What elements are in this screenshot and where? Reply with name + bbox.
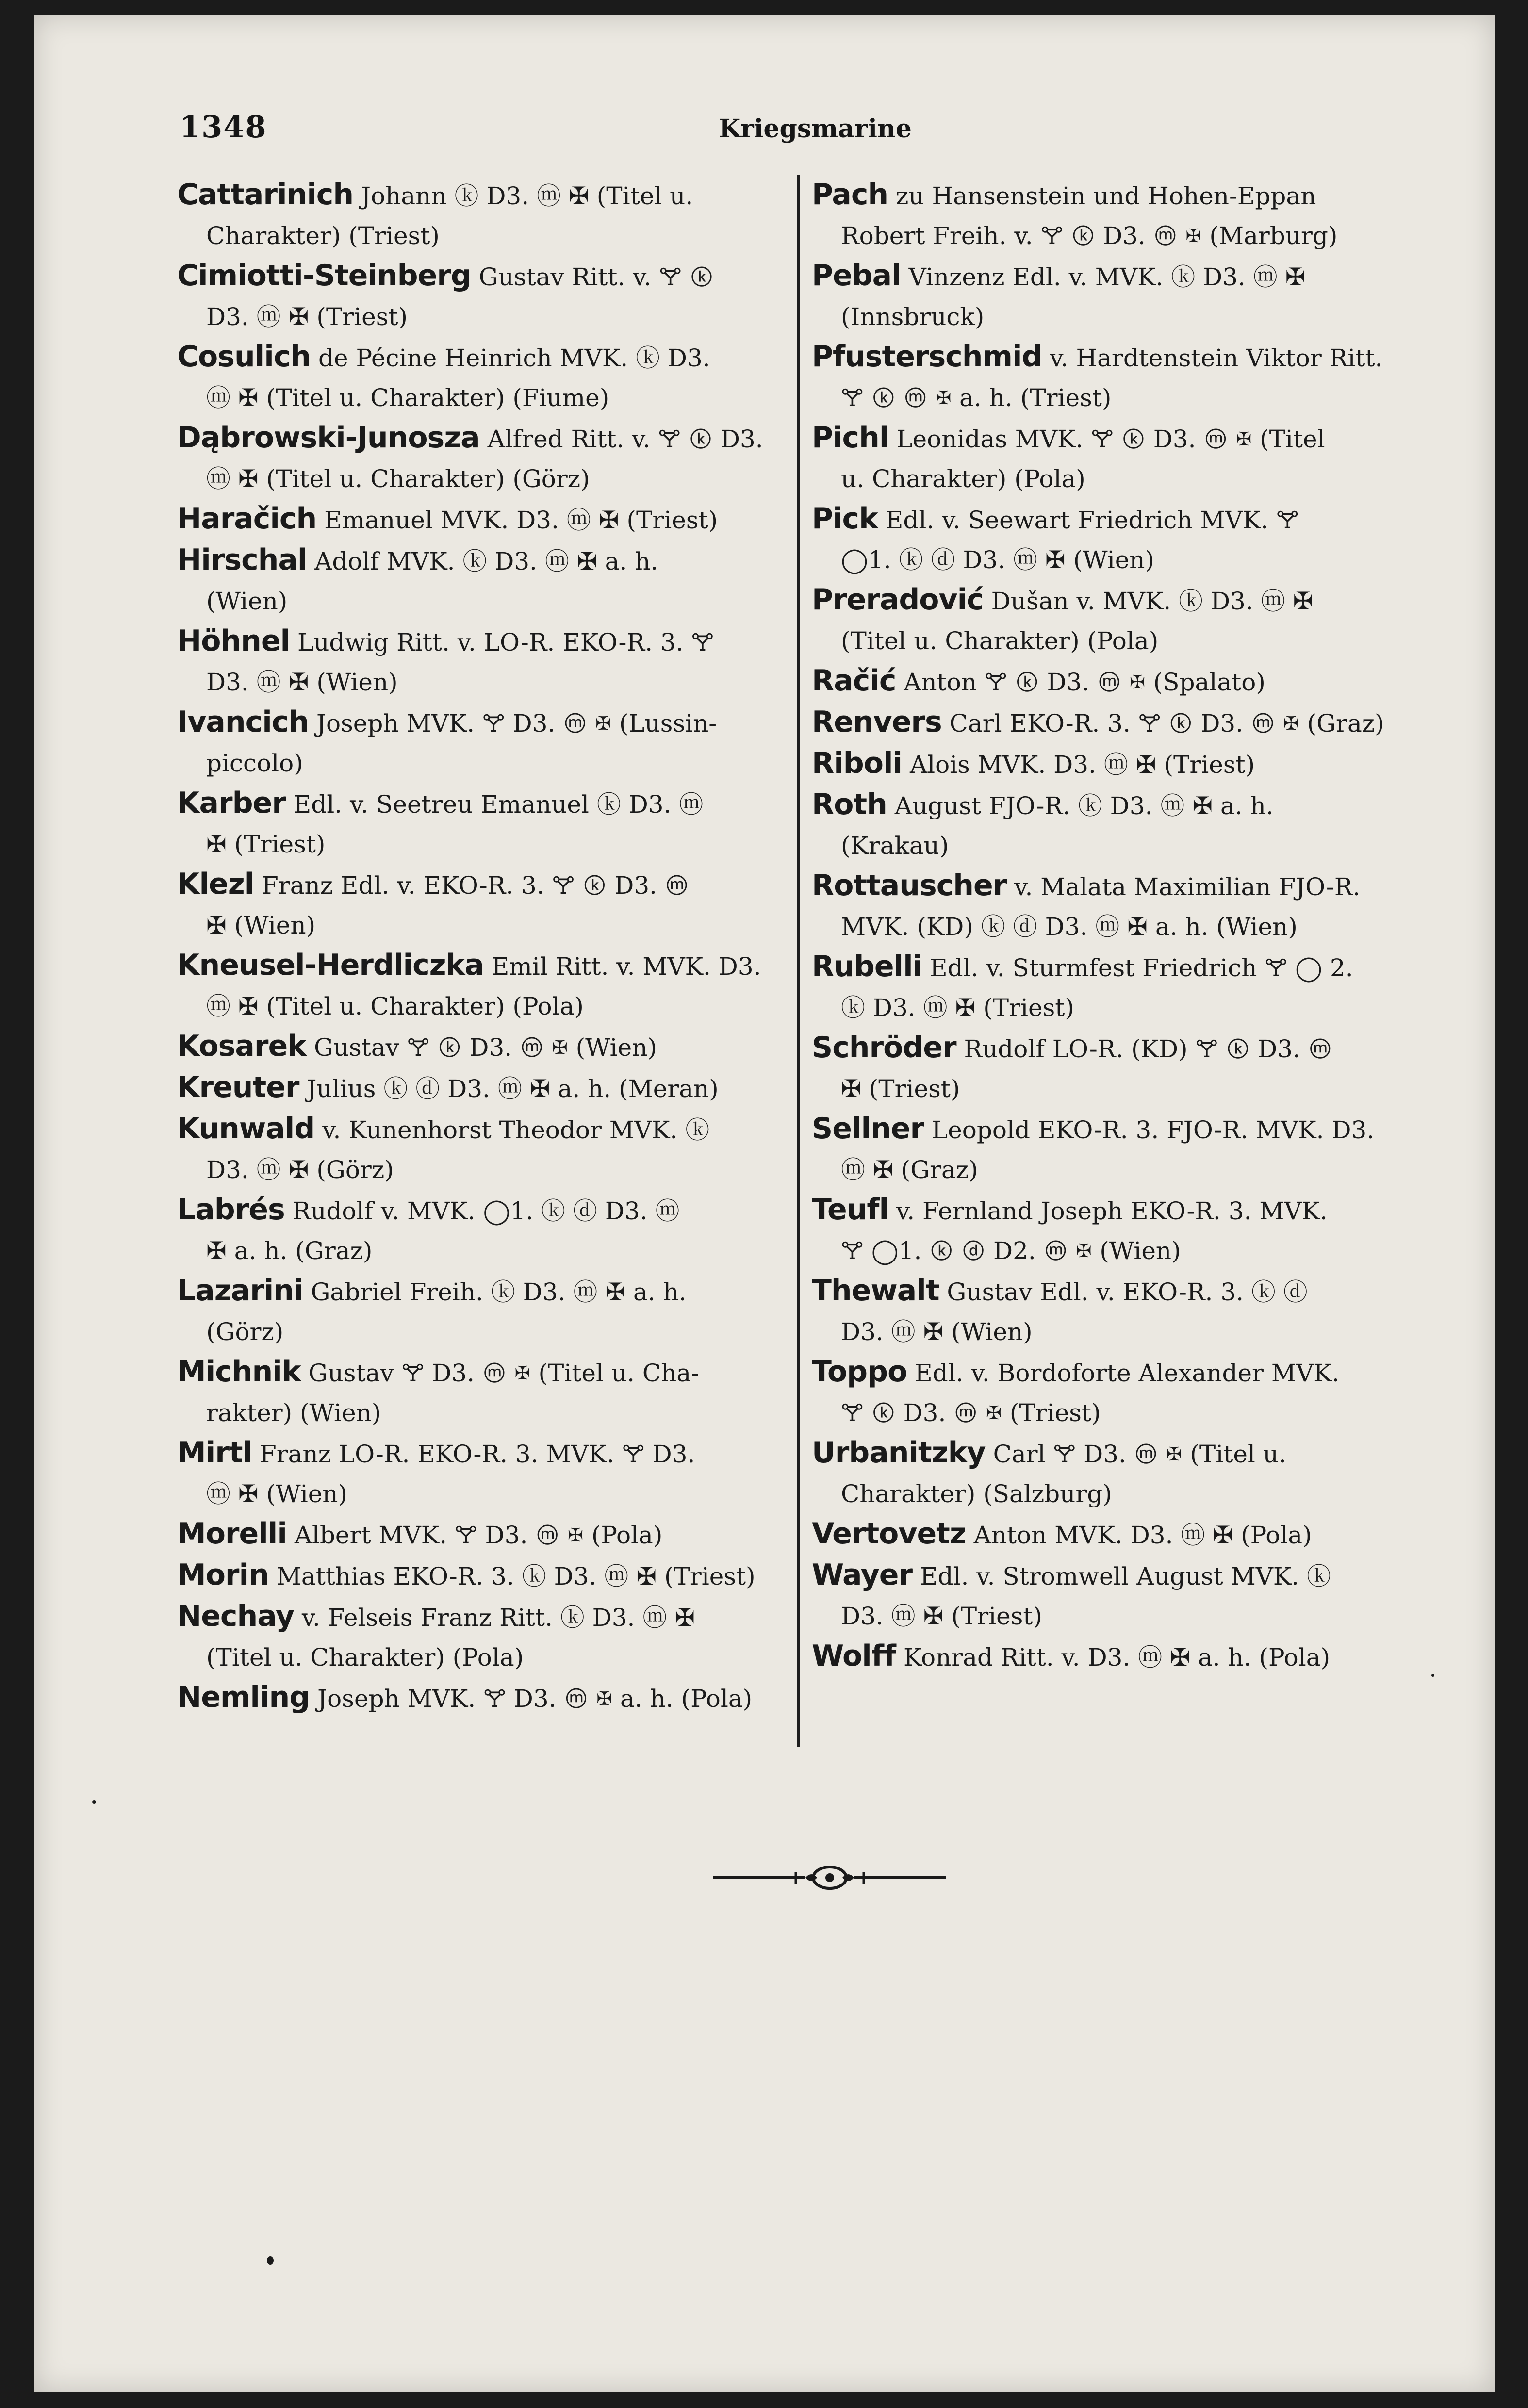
entry-details: v. Fernland Joseph EKO-R. 3. MVK. <box>896 1197 1328 1225</box>
entry-details: Matthias EKO-R. 3. ⓚ D3. ⓜ ✠ (Triest) <box>276 1562 756 1590</box>
entry-continuation: 🝖 ⓚ ⓜ ✠ a. h. (Triest) <box>841 384 1112 412</box>
entry-continuation: Robert Freih. v. 🝖 ⓚ D3. ⓜ ✠ (Marburg) <box>841 222 1338 250</box>
entry-surname: Klezl <box>177 867 254 901</box>
entry-continuation: rakter) (Wien) <box>206 1399 381 1427</box>
entry-surname: Renvers <box>812 705 942 739</box>
directory-entry <box>812 1028 1433 1109</box>
directory-entry <box>177 945 798 1026</box>
ink-speck <box>1431 1674 1434 1677</box>
entry-details: Edl. v. Bordoforte Alexander MVK. <box>915 1359 1340 1387</box>
entry-details: Albert MVK. 🝖 D3. ⓜ ✠ (Pola) <box>294 1521 663 1549</box>
entry-surname: Schröder <box>812 1031 956 1065</box>
entry-surname: Roth <box>812 787 887 821</box>
directory-entry <box>177 1352 798 1433</box>
entry-details: Alfred Ritt. v. 🝖 ⓚ D3. <box>487 425 763 453</box>
directory-entry <box>812 337 1433 418</box>
entry-continuation: ✠ a. h. (Graz) <box>206 1237 373 1265</box>
ink-speck <box>267 2256 274 2265</box>
entry-details: v. Hardtenstein Viktor Ritt. <box>1050 344 1383 372</box>
directory-entry <box>812 1433 1433 1514</box>
directory-entry <box>812 499 1433 580</box>
entry-surname: Vertovetz <box>812 1517 966 1551</box>
entry-surname: Wayer <box>812 1558 913 1592</box>
directory-entry <box>177 783 798 864</box>
entry-surname: Haračich <box>177 502 317 536</box>
entry-continuation: (Wien) <box>206 587 288 615</box>
entry-details: Carl 🝖 D3. ⓜ ✠ (Titel u. <box>993 1440 1286 1468</box>
directory-entry <box>177 702 798 783</box>
entry-continuation: 🝖 ⓚ D3. ⓜ ✠ (Triest) <box>841 1399 1101 1427</box>
directory-entry <box>812 702 1433 743</box>
entry-details: Gustav 🝖 D3. ⓜ ✠ (Titel u. Cha- <box>308 1359 700 1387</box>
entry-continuation: ⓜ ✠ (Graz) <box>841 1156 978 1184</box>
entry-details: Gustav Edl. v. EKO-R. 3. ⓚ ⓓ <box>947 1278 1308 1306</box>
entry-details: Edl. v. Stromwell August MVK. ⓚ <box>920 1562 1331 1590</box>
entry-details: Leonidas MVK. 🝖 ⓚ D3. ⓜ ✠ (Titel <box>896 425 1325 453</box>
entry-surname: Rottauscher <box>812 868 1007 902</box>
entry-surname: Dąbrowski-Junosza <box>177 421 480 455</box>
directory-entry <box>177 256 798 337</box>
entry-details: Anton 🝖 ⓚ D3. ⓜ ✠ (Spalato) <box>904 668 1265 696</box>
entry-details: Joseph MVK. 🝖 D3. ⓜ ✠ a. h. (Pola) <box>317 1685 753 1713</box>
entry-details: Leopold EKO-R. 3. FJO-R. MVK. D3. <box>931 1116 1375 1144</box>
entry-surname: Pach <box>812 178 888 212</box>
entry-details: Vinzenz Edl. v. MVK. ⓚ D3. ⓜ ✠ <box>908 263 1306 291</box>
entry-surname: Pfusterschmid <box>812 340 1042 374</box>
entry-continuation: ⓜ ✠ (Wien) <box>206 1480 347 1508</box>
entry-details: Anton MVK. D3. ⓜ ✠ (Pola) <box>973 1521 1312 1549</box>
entry-surname: Cimiotti-Steinberg <box>177 259 471 293</box>
directory-entry <box>812 580 1433 661</box>
entry-surname: Sellner <box>812 1112 924 1146</box>
directory-entry <box>177 1514 798 1555</box>
entry-surname: Riboli <box>812 746 903 780</box>
directory-entry <box>177 418 798 499</box>
directory-entry <box>177 175 798 256</box>
entry-details: Dušan v. MVK. ⓚ D3. ⓜ ✠ <box>991 587 1314 615</box>
entry-continuation: ⓜ ✠ (Titel u. Charakter) (Görz) <box>206 465 590 493</box>
entry-surname: Morelli <box>177 1517 287 1551</box>
entry-surname: Kunwald <box>177 1112 315 1146</box>
entry-details: Joseph MVK. 🝖 D3. ⓜ ✠ (Lussin- <box>316 709 717 737</box>
directory-entry <box>177 499 798 540</box>
entry-surname: Preradović <box>812 583 984 617</box>
entry-continuation: u. Charakter) (Pola) <box>841 465 1085 493</box>
entry-surname: Thewalt <box>812 1274 939 1308</box>
entry-continuation: D3. ⓜ ✠ (Triest) <box>206 303 408 331</box>
entry-continuation: D3. ⓜ ✠ (Triest) <box>841 1602 1042 1630</box>
entry-surname: Kosarek <box>177 1029 307 1063</box>
entry-details: v. Kunenhorst Theodor MVK. ⓚ <box>322 1116 710 1144</box>
entry-details: Adolf MVK. ⓚ D3. ⓜ ✠ a. h. <box>314 547 658 575</box>
ink-speck <box>92 1800 96 1804</box>
entry-surname: Lazarini <box>177 1274 303 1308</box>
ornament-rule <box>713 1863 946 1892</box>
entry-details: Ludwig Ritt. v. LO-R. EKO-R. 3. 🝖 <box>297 628 714 656</box>
entry-continuation: (Krakau) <box>841 832 949 860</box>
entry-continuation: Charakter) (Salzburg) <box>841 1480 1112 1508</box>
right-column <box>812 175 1433 1677</box>
entry-continuation: ⓜ ✠ (Titel u. Charakter) (Fiume) <box>206 384 609 412</box>
entry-surname: Cosulich <box>177 340 311 374</box>
entry-details: zu Hansenstein und Hohen-Eppan <box>896 182 1316 210</box>
entry-continuation: (Titel u. Charakter) (Pola) <box>206 1643 524 1671</box>
directory-entry <box>812 1514 1433 1555</box>
entry-surname: Urbanitzky <box>812 1436 986 1470</box>
directory-entry <box>812 1109 1433 1190</box>
entry-surname: Wolff <box>812 1639 896 1673</box>
entry-continuation: ⓜ ✠ (Titel u. Charakter) (Pola) <box>206 992 584 1020</box>
entry-continuation: ◯1. ⓚ ⓓ D3. ⓜ ✠ (Wien) <box>841 546 1155 574</box>
entry-surname: Michnik <box>177 1355 301 1389</box>
entry-details: Edl. v. Sturmfest Friedrich 🝖 ◯ 2. <box>930 954 1353 982</box>
entry-surname: Nechay <box>177 1599 294 1633</box>
entry-details: v. Felseis Franz Ritt. ⓚ D3. ⓜ ✠ <box>301 1604 695 1632</box>
entry-surname: Kneusel-Herdliczka <box>177 948 484 982</box>
directory-entry <box>177 337 798 418</box>
entry-continuation: piccolo) <box>206 749 303 777</box>
entry-details: Gustav Ritt. v. 🝖 ⓚ <box>478 263 714 291</box>
entry-surname: Račić <box>812 664 896 698</box>
directory-entry <box>177 621 798 702</box>
directory-entry <box>177 1026 798 1067</box>
entry-details: Carl EKO-R. 3. 🝖 ⓚ D3. ⓜ ✠ (Graz) <box>949 709 1384 737</box>
directory-entry <box>812 743 1433 785</box>
entry-surname: Cattarinich <box>177 178 354 212</box>
directory-entry <box>812 947 1433 1028</box>
entry-details: Konrad Ritt. v. D3. ⓜ ✠ a. h. (Pola) <box>903 1643 1331 1671</box>
directory-entry <box>812 1271 1433 1352</box>
directory-entry <box>177 540 798 621</box>
directory-entry <box>177 864 798 945</box>
entry-details: Edl. v. Seetreu Emanuel ⓚ D3. ⓜ <box>293 790 704 819</box>
entry-continuation: ✠ (Triest) <box>206 830 326 858</box>
entry-surname: Pick <box>812 502 878 536</box>
running-head: Kriegsmarine <box>719 114 912 144</box>
directory-entry <box>812 1190 1433 1271</box>
entry-surname: Labrés <box>177 1193 285 1227</box>
entry-surname: Karber <box>177 786 286 820</box>
directory-entry <box>812 1352 1433 1433</box>
entry-surname: Rubelli <box>812 950 922 983</box>
entry-details: Emanuel MVK. D3. ⓜ ✠ (Triest) <box>324 506 718 534</box>
entry-details: v. Malata Maximilian FJO-R. <box>1014 873 1361 901</box>
left-column <box>177 175 798 1719</box>
entry-continuation: (Innsbruck) <box>841 303 985 331</box>
page-number: 1348 <box>180 109 267 145</box>
entry-continuation: D3. ⓜ ✠ (Wien) <box>841 1318 1033 1346</box>
directory-entry <box>177 1109 798 1190</box>
entry-surname: Mirtl <box>177 1436 252 1470</box>
entry-continuation: Charakter) (Triest) <box>206 222 440 250</box>
entry-details: Gabriel Freih. ⓚ D3. ⓜ ✠ a. h. <box>311 1278 687 1306</box>
entry-continuation: MVK. (KD) ⓚ ⓓ D3. ⓜ ✠ a. h. (Wien) <box>841 913 1298 941</box>
entry-details: Gustav 🝖 ⓚ D3. ⓜ ✠ (Wien) <box>313 1033 657 1062</box>
entry-details: August FJO-R. ⓚ D3. ⓜ ✠ a. h. <box>894 792 1274 820</box>
entry-continuation: (Titel u. Charakter) (Pola) <box>841 627 1159 655</box>
directory-entry <box>177 1433 798 1514</box>
directory-entry <box>812 256 1433 337</box>
directory-entry <box>812 866 1433 947</box>
directory-entry <box>812 175 1433 256</box>
entry-details: Rudolf LO-R. (KD) 🝖 ⓚ D3. ⓜ <box>964 1035 1332 1063</box>
entry-details: Julius ⓚ ⓓ D3. ⓜ ✠ a. h. (Meran) <box>307 1075 719 1103</box>
entry-surname: Toppo <box>812 1355 907 1389</box>
entry-continuation: ⓚ D3. ⓜ ✠ (Triest) <box>841 994 1074 1022</box>
directory-entry <box>177 1555 798 1596</box>
entry-surname: Kreuter <box>177 1070 299 1104</box>
directory-entry <box>177 1067 798 1109</box>
entry-continuation: D3. ⓜ ✠ (Wien) <box>206 668 398 696</box>
entry-details: Franz Edl. v. EKO-R. 3. 🝖 ⓚ D3. ⓜ <box>262 871 689 900</box>
entry-details: de Pécine Heinrich MVK. ⓚ D3. <box>318 344 710 372</box>
entry-surname: Höhnel <box>177 624 290 658</box>
directory-entry <box>812 785 1433 866</box>
scanned-page <box>34 15 1495 2392</box>
directory-entry <box>812 661 1433 702</box>
directory-entry <box>812 1636 1433 1677</box>
entry-surname: Teufl <box>812 1193 889 1227</box>
entry-details: Franz LO-R. EKO-R. 3. MVK. 🝖 D3. <box>260 1440 695 1468</box>
entry-continuation: D3. ⓜ ✠ (Görz) <box>206 1156 394 1184</box>
directory-entry <box>177 1677 798 1719</box>
entry-surname: Pebal <box>812 259 901 293</box>
directory-entry <box>177 1596 798 1677</box>
entry-continuation: 🝖 ◯1. ⓚ ⓓ D2. ⓜ ✠ (Wien) <box>841 1237 1181 1265</box>
entry-details: Edl. v. Seewart Friedrich MVK. 🝖 <box>885 506 1299 534</box>
entry-surname: Hirschal <box>177 543 307 577</box>
entry-details: Alois MVK. D3. ⓜ ✠ (Triest) <box>909 751 1255 779</box>
directory-entry <box>177 1271 798 1352</box>
entry-details: Johann ⓚ D3. ⓜ ✠ (Titel u. <box>361 182 693 210</box>
entry-surname: Morin <box>177 1558 269 1592</box>
entry-details: Emil Ritt. v. MVK. D3. <box>491 952 761 981</box>
entry-continuation: (Görz) <box>206 1318 284 1346</box>
entry-continuation: ✠ (Triest) <box>841 1075 960 1103</box>
entry-continuation: ✠ (Wien) <box>206 911 316 939</box>
entry-details: Rudolf v. MVK. ◯1. ⓚ ⓓ D3. ⓜ <box>292 1197 680 1225</box>
entry-surname: Ivancich <box>177 705 309 739</box>
entry-surname: Nemling <box>177 1680 310 1714</box>
column-divider <box>797 175 800 1747</box>
entry-surname: Pichl <box>812 421 889 455</box>
directory-entry <box>812 1555 1433 1636</box>
directory-entry <box>177 1190 798 1271</box>
directory-entry <box>812 418 1433 499</box>
